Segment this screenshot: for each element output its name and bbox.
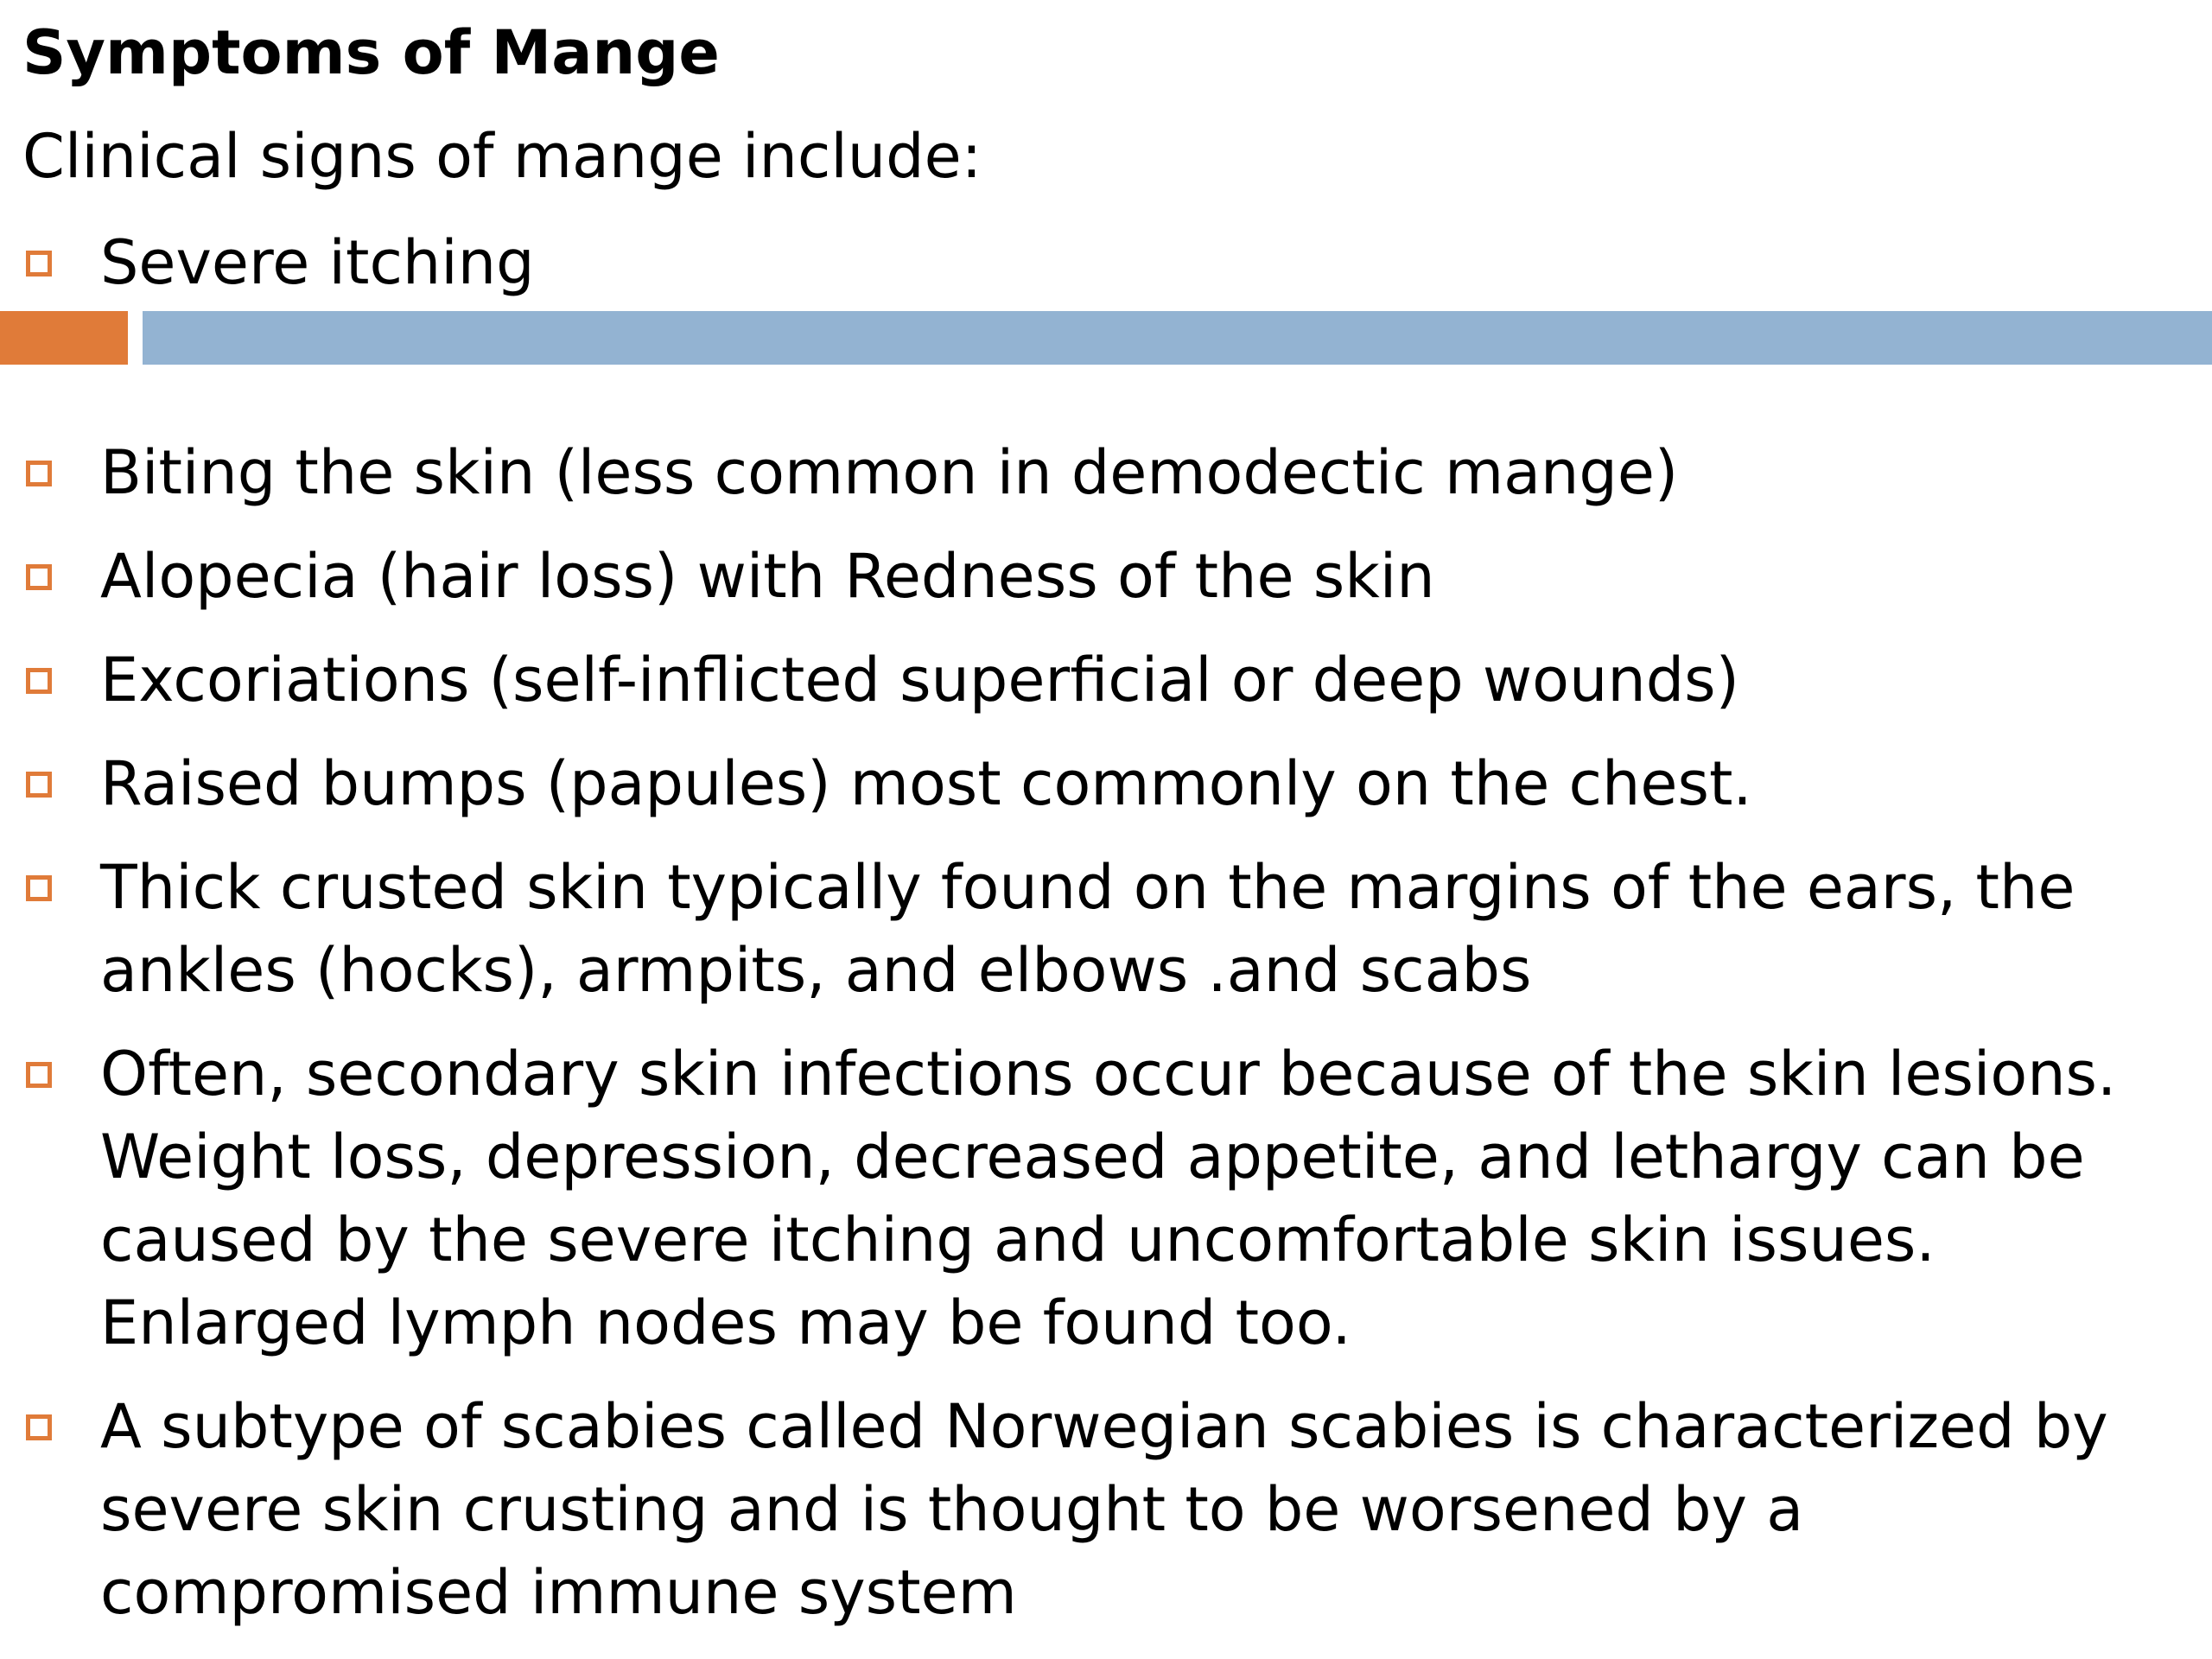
bullet-list-main <box>22 431 2200 1655</box>
bullet-item <box>22 846 2200 1012</box>
accent-bar-orange <box>0 311 128 365</box>
square-bullet-icon <box>26 251 52 276</box>
bullet-item <box>22 431 2200 514</box>
bullet-text: Biting the skin (less common in demodectic mange) <box>100 437 1679 508</box>
bullet-item <box>22 639 2200 721</box>
intro-text: Clinical signs of mange include: <box>22 121 982 192</box>
accent-bar-blue <box>143 311 2212 365</box>
bullet-item <box>22 535 2200 618</box>
bullet-text: Alopecia (hair loss) with Redness of the skin <box>100 541 1435 612</box>
square-bullet-icon <box>26 1062 52 1088</box>
bullet-item <box>22 1385 2200 1634</box>
bullet-text: A subtype of scabies called Norwegian scabies is characterized by severe skin crusting and is thought to be worsened by a compromised immune system <box>100 1391 2108 1628</box>
square-bullet-icon <box>26 1414 52 1440</box>
bullet-text: Thick crusted skin typically found on the margins of the ears, the ankles (hocks), armpits, and elbows .and scabs <box>100 852 2075 1006</box>
bullet-item <box>22 221 2200 304</box>
square-bullet-icon <box>26 668 52 694</box>
bullet-list-top <box>22 221 2200 325</box>
bullet-text: Severe itching <box>100 227 535 298</box>
bullet-item <box>22 742 2200 825</box>
bullet-text: Excoriations (self-inflicted superficial or deep wounds) <box>100 645 1739 715</box>
bullet-text: Raised bumps (papules) most commonly on the chest. <box>100 748 1752 819</box>
square-bullet-icon <box>26 772 52 798</box>
bullet-item <box>22 1033 2200 1364</box>
bullet-text: Often, secondary skin infections occur because of the skin lesions. Weight loss, depression, decreased appetite, and lethargy can be caused by the severe itching and uncomfortable skin issues. Enlarged lymph nodes may be found too. <box>100 1039 2117 1358</box>
slide-title: Symptoms of Mange <box>22 17 720 88</box>
square-bullet-icon <box>26 875 52 901</box>
square-bullet-icon <box>26 461 52 486</box>
square-bullet-icon <box>26 564 52 590</box>
